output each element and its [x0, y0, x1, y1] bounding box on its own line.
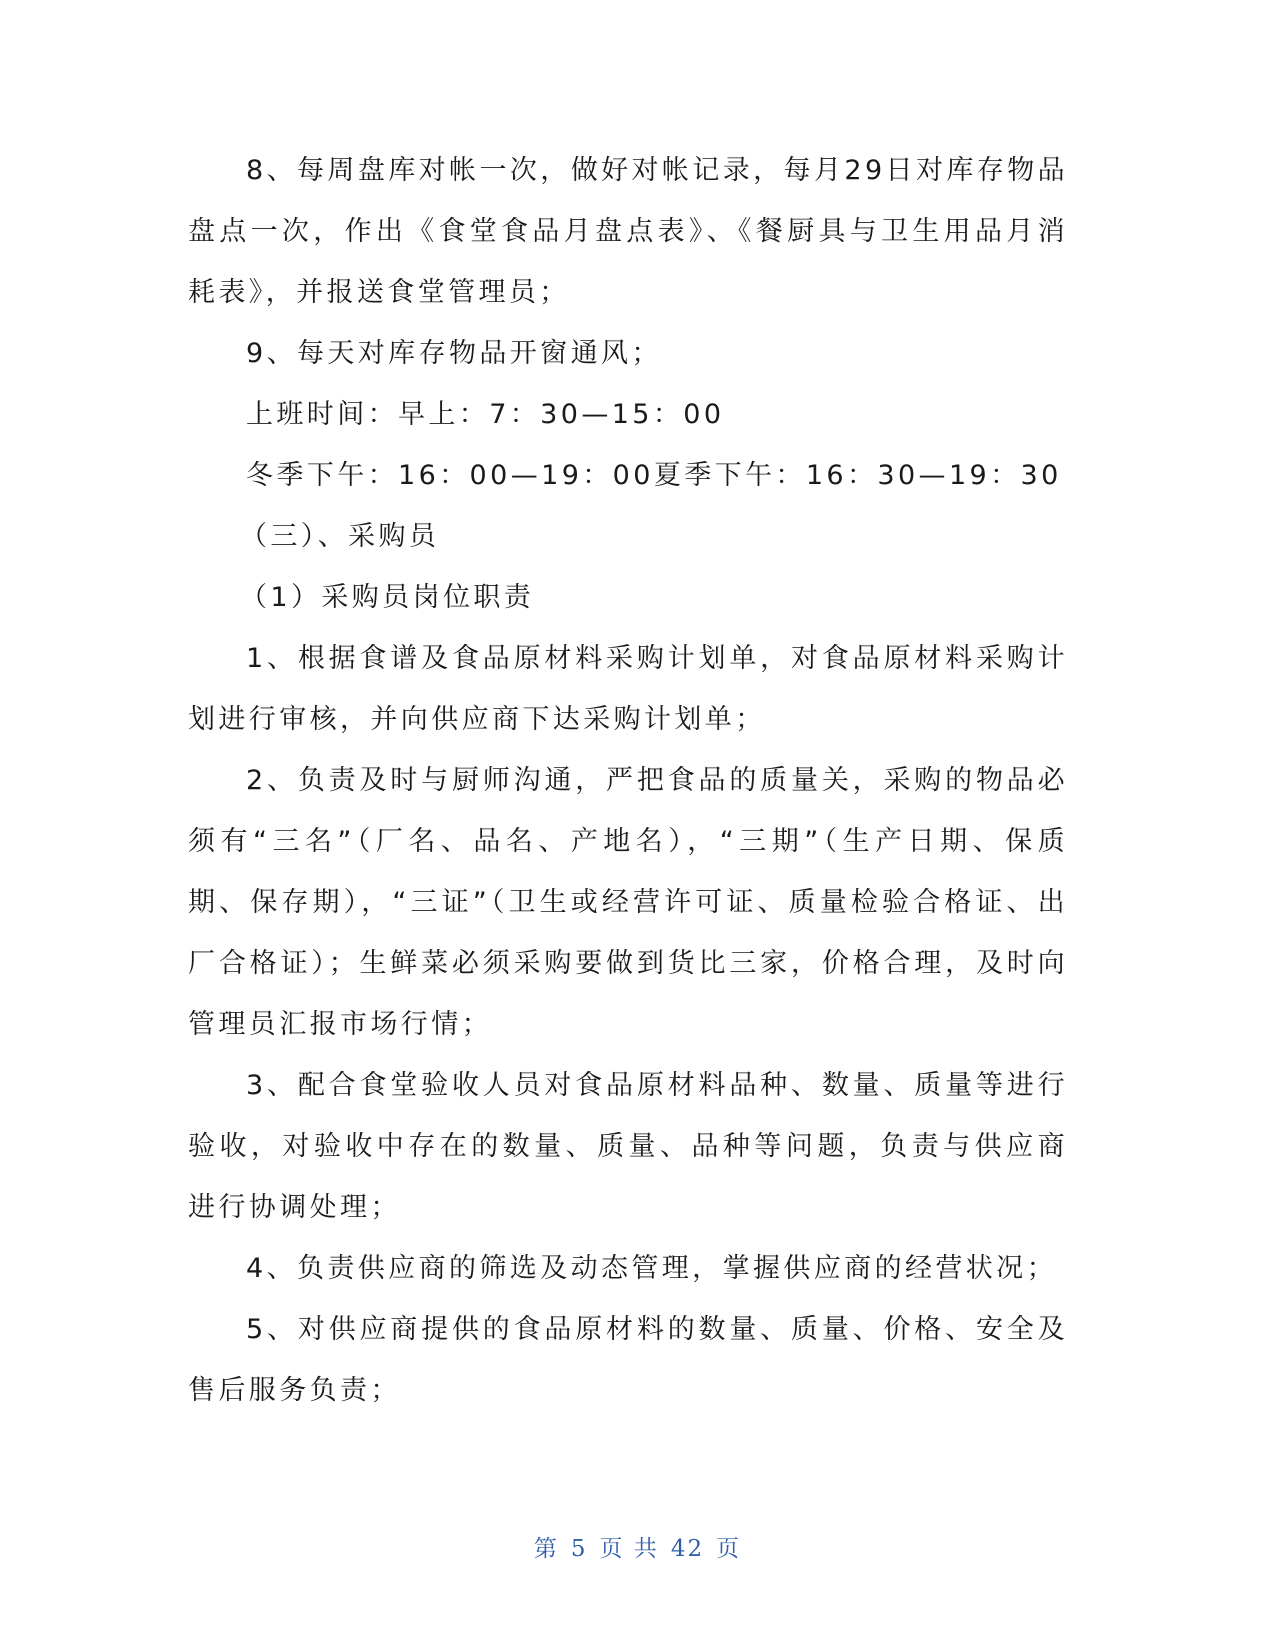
paragraph-duty-2: 2、负责及时与厨师沟通，严把食品的质量关，采购的物品必须有“三名”（厂名、品名、产地名），“三期”（生产日期、保质期、保存期），“三证”（卫生或经营许可证、质量检验合格证、出厂合格证）；生鲜菜必须采购要做到货比三家，价格合理，及时向管理员汇报市场行情；	[188, 765, 1068, 1040]
footer-middle: 页 共	[599, 1536, 659, 1562]
paragraph-duty-5: 5、对供应商提供的食品原材料的数量、质量、价格、安全及售后服务负责；	[188, 1314, 1068, 1406]
paragraph-work-hours: 上班时间：早上：7：30—15：00	[246, 399, 725, 430]
paragraph-duty-3: 3、配合食堂验收人员对食品原材料品种、数量、质量等进行验收，对验收中存在的数量、质量、品种等问题，负责与供应商进行协调处理；	[188, 1070, 1068, 1223]
paragraph-duty-4: 4、负责供应商的筛选及动态管理，掌握供应商的经营状况；	[246, 1253, 1057, 1284]
footer-current-page: 5	[570, 1536, 588, 1562]
footer-total-pages: 42	[670, 1536, 705, 1562]
paragraph-item-8: 8、每周盘库对帐一次，做好对帐记录，每月29日对库存物品盘点一次，作出《食堂食品月盘点表》、《餐厨具与卫生用品月消耗表》，并报送食堂管理员；	[188, 155, 1068, 308]
paragraph-afternoon-hours: 冬季下午：16：00—19：00夏季下午：16：30—19：30	[246, 460, 1062, 491]
page-footer	[0, 1530, 1275, 1563]
footer-suffix: 页	[716, 1536, 742, 1562]
paragraph-duty-1: 1、根据食谱及食品原材料采购计划单，对食品原材料采购计划进行审核，并向供应商下达采购计划单；	[188, 643, 1068, 735]
paragraph-item-9: 9、每天对库存物品开窗通风；	[246, 338, 662, 369]
document-body	[188, 140, 1068, 1421]
subsection-heading-duties: （1）采购员岗位职责	[240, 582, 535, 613]
section-heading-purchaser: （三）、采购员	[240, 521, 440, 552]
footer-prefix: 第	[533, 1536, 559, 1562]
